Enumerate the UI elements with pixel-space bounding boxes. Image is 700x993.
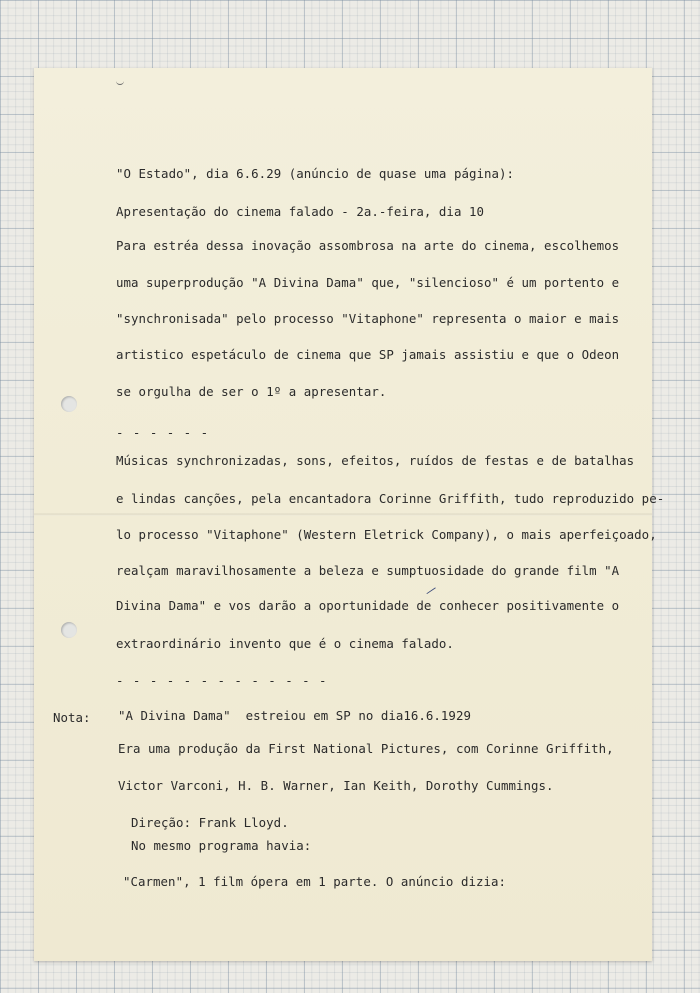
note-label: Nota:: [53, 710, 91, 725]
text-line: lo processo "Vitaphone" (Western Eletrick Company), o mais aperfeiçoado,: [116, 527, 657, 542]
typewritten-page: [34, 68, 665, 961]
text-line: Apresentação do cinema falado - 2a.-feira, dia 10: [116, 204, 484, 219]
note-line: "A Divina Dama" estreiou em SP no dia16.6.1929: [118, 708, 471, 723]
separator-dashes: - - - - - -: [116, 425, 210, 440]
text-line: "O Estado", dia 6.6.29 (anúncio de quase uma página):: [116, 166, 515, 181]
text-line: uma superprodução "A Divina Dama" que, "silencioso" é um portento e: [116, 275, 620, 290]
text-line: extraordinário invento que é o cinema falado.: [116, 636, 454, 651]
note-line: Victor Varconi, H. B. Warner, Ian Keith, Dorothy Cummings.: [118, 778, 554, 793]
punch-hole-top: [61, 396, 77, 412]
paper-fold: [34, 513, 652, 516]
text-line: artistico espetáculo de cinema que SP jamais assistiu e que o Odeon: [116, 347, 620, 362]
separator-dashes: - - - - - - - - - - - - -: [116, 673, 328, 688]
handwritten-correction-mark: ⁄: [427, 584, 435, 598]
note-line: Direção: Frank Lloyd.: [131, 815, 289, 830]
note-line: No mesmo programa havia:: [131, 838, 312, 853]
paper-mark: [116, 80, 124, 85]
text-line: "synchronisada" pelo processo "Vitaphone" representa o maior e mais: [116, 311, 620, 326]
punch-hole-bottom: [61, 622, 77, 638]
text-line: e lindas canções, pela encantadora Corinne Griffith, tudo reproduzido pe-: [116, 491, 665, 506]
text-line: se orgulha de ser o 1º a apresentar.: [116, 384, 387, 399]
note-line: "Carmen", 1 film ópera em 1 parte. O anúncio dizia:: [123, 874, 506, 889]
text-line: realçam maravilhosamente a beleza e sumptuosidade do grande film "A: [116, 563, 620, 578]
text-line: Músicas synchronizadas, sons, efeitos, ruídos de festas e de batalhas: [116, 453, 635, 468]
text-line: Para estréa dessa inovação assombrosa na arte do cinema, escolhemos: [116, 238, 620, 253]
note-line: Era uma produção da First National Pictures, com Corinne Griffith,: [118, 741, 614, 756]
text-line: Divina Dama" e vos darão a oportunidade de conhecer positivamente o: [116, 598, 620, 613]
